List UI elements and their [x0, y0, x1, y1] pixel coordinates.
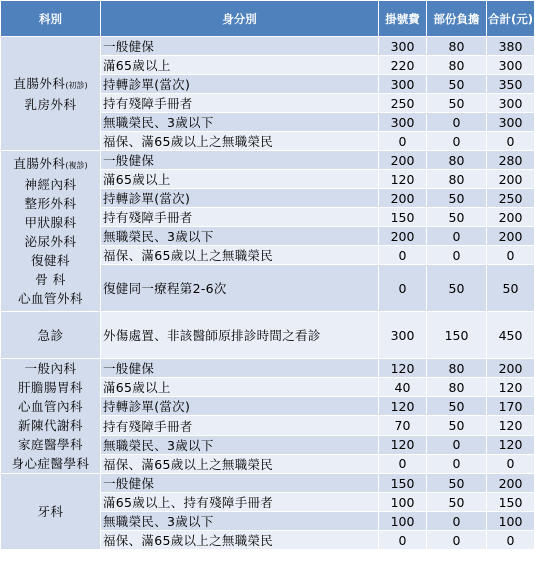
department-name: 甲狀腺科	[24, 215, 77, 230]
total-cell: 200	[487, 170, 535, 189]
total-cell: 120	[487, 378, 535, 397]
total-cell: 250	[487, 189, 535, 208]
copay-cell: 50	[427, 265, 487, 312]
total-cell: 50	[487, 265, 535, 312]
copay-cell: 50	[427, 189, 487, 208]
copay-cell: 50	[427, 75, 487, 94]
identity-cell: 滿65歲以上	[101, 170, 379, 189]
department-name: 肝膽腸胃科	[17, 380, 83, 395]
registration-fee-cell: 150	[379, 474, 427, 493]
header-identity: 身分別	[101, 1, 379, 37]
header-row	[1, 1, 535, 37]
copay-cell: 0	[427, 435, 487, 454]
copay-cell: 50	[427, 94, 487, 113]
registration-fee-cell: 0	[379, 265, 427, 312]
total-cell: 300	[487, 113, 535, 132]
total-cell: 120	[487, 435, 535, 454]
copay-cell: 0	[427, 113, 487, 132]
registration-fee-cell: 200	[379, 189, 427, 208]
registration-fee-cell: 300	[379, 113, 427, 132]
registration-fee-cell: 120	[379, 170, 427, 189]
department-cell	[1, 312, 101, 359]
department-name: 骨 科	[35, 272, 66, 287]
department-name: 心血管外科	[17, 291, 83, 306]
copay-cell: 50	[427, 493, 487, 512]
copay-cell: 50	[427, 397, 487, 416]
fee-row	[1, 474, 535, 493]
copay-cell: 50	[427, 474, 487, 493]
copay-cell: 0	[427, 227, 487, 246]
total-cell: 200	[487, 474, 535, 493]
fee-table-body	[1, 37, 535, 550]
identity-cell: 福保、滿65歲以上之無職榮民	[101, 454, 379, 473]
copay-cell: 80	[427, 378, 487, 397]
registration-fee-cell: 0	[379, 454, 427, 473]
department-cell	[1, 151, 101, 312]
department-name: 泌尿外科	[24, 234, 77, 249]
total-cell: 0	[487, 531, 535, 550]
identity-cell: 一般健保	[101, 37, 379, 56]
registration-fee-cell: 220	[379, 56, 427, 75]
total-cell: 300	[487, 94, 535, 113]
total-cell: 280	[487, 151, 535, 170]
registration-fee-cell: 200	[379, 227, 427, 246]
department-name: 新陳代謝科	[17, 418, 83, 433]
registration-fee-cell: 40	[379, 378, 427, 397]
copay-cell: 80	[427, 37, 487, 56]
registration-fee-cell: 100	[379, 512, 427, 531]
registration-fee-cell: 300	[379, 75, 427, 94]
identity-cell: 外傷處置、非該醫師原排診時間之看診	[101, 312, 379, 359]
identity-cell: 滿65歲以上、持有殘障手冊者	[101, 493, 379, 512]
department-name: 牙科	[37, 504, 64, 519]
total-cell: 170	[487, 397, 535, 416]
identity-cell: 無職榮民、3歲以下	[101, 435, 379, 454]
header-department: 科別	[1, 1, 101, 37]
copay-cell: 50	[427, 416, 487, 435]
copay-cell: 0	[427, 246, 487, 265]
registration-fee-cell: 0	[379, 132, 427, 151]
copay-cell: 80	[427, 151, 487, 170]
registration-fee-cell: 300	[379, 312, 427, 359]
identity-cell: 持轉診單(當次)	[101, 397, 379, 416]
department-cell	[1, 474, 101, 550]
total-cell: 150	[487, 493, 535, 512]
department-name: 心血管內科	[17, 399, 83, 414]
department-name: 身心症醫學科	[11, 456, 90, 471]
registration-fee-cell: 100	[379, 493, 427, 512]
identity-cell: 滿65歲以上	[101, 378, 379, 397]
identity-cell: 復健同一療程第2-6次	[101, 265, 379, 312]
total-cell: 200	[487, 359, 535, 378]
header-total: 合計(元)	[487, 1, 535, 37]
registration-fee-cell: 200	[379, 151, 427, 170]
identity-cell: 福保、滿65歲以上之無職榮民	[101, 132, 379, 151]
header-copay: 部份負擔	[427, 1, 487, 37]
fee-row	[1, 37, 535, 56]
department-name: 一般內科	[24, 361, 77, 376]
registration-fee-cell: 250	[379, 94, 427, 113]
total-cell: 380	[487, 37, 535, 56]
fee-row	[1, 151, 535, 170]
identity-cell: 持有殘障手冊者	[101, 208, 379, 227]
total-cell: 200	[487, 227, 535, 246]
copay-cell: 0	[427, 132, 487, 151]
total-cell: 200	[487, 208, 535, 227]
department-name: 乳房外科	[24, 96, 77, 112]
total-cell: 450	[487, 312, 535, 359]
department-name: 家庭醫學科	[17, 437, 83, 452]
department-name: 急診	[37, 327, 64, 343]
registration-fee-cell: 120	[379, 397, 427, 416]
copay-cell: 150	[427, 312, 487, 359]
copay-cell: 50	[427, 208, 487, 227]
registration-fee-cell: 150	[379, 208, 427, 227]
department-name: 復健科	[30, 253, 70, 268]
department-name: 直腸外科(複診)	[13, 156, 88, 171]
registration-fee-cell: 70	[379, 416, 427, 435]
total-cell: 0	[487, 454, 535, 473]
total-cell: 0	[487, 246, 535, 265]
header-registration-fee: 掛號費	[379, 1, 427, 37]
registration-fee-cell: 0	[379, 246, 427, 265]
registration-fee-cell: 0	[379, 531, 427, 550]
copay-cell: 0	[427, 512, 487, 531]
copay-cell: 80	[427, 170, 487, 189]
department-name: 直腸外科(初診)	[13, 75, 88, 91]
identity-cell: 持轉診單(當次)	[101, 189, 379, 208]
identity-cell: 無職榮民、3歲以下	[101, 227, 379, 246]
total-cell: 300	[487, 56, 535, 75]
copay-cell: 0	[427, 454, 487, 473]
identity-cell: 福保、滿65歲以上之無職榮民	[101, 246, 379, 265]
identity-cell: 持轉診單(當次)	[101, 75, 379, 94]
copay-cell: 0	[427, 531, 487, 550]
registration-fee-cell: 120	[379, 435, 427, 454]
identity-cell: 無職榮民、3歲以下	[101, 113, 379, 132]
identity-cell: 福保、滿65歲以上之無職榮民	[101, 531, 379, 550]
department-name: 神經內科	[24, 177, 77, 192]
registration-fee-cell: 120	[379, 359, 427, 378]
fee-row	[1, 359, 535, 378]
copay-cell: 80	[427, 56, 487, 75]
identity-cell: 滿65歲以上	[101, 56, 379, 75]
department-cell	[1, 359, 101, 474]
total-cell: 0	[487, 132, 535, 151]
identity-cell: 持有殘障手冊者	[101, 416, 379, 435]
identity-cell: 持有殘障手冊者	[101, 94, 379, 113]
registration-fee-cell: 300	[379, 37, 427, 56]
total-cell: 100	[487, 512, 535, 531]
department-cell	[1, 37, 101, 151]
department-name: 整形外科	[24, 196, 77, 211]
total-cell: 120	[487, 416, 535, 435]
copay-cell: 80	[427, 359, 487, 378]
identity-cell: 一般健保	[101, 151, 379, 170]
identity-cell: 一般健保	[101, 474, 379, 493]
total-cell: 350	[487, 75, 535, 94]
identity-cell: 無職榮民、3歲以下	[101, 512, 379, 531]
identity-cell: 一般健保	[101, 359, 379, 378]
fee-row	[1, 312, 535, 359]
